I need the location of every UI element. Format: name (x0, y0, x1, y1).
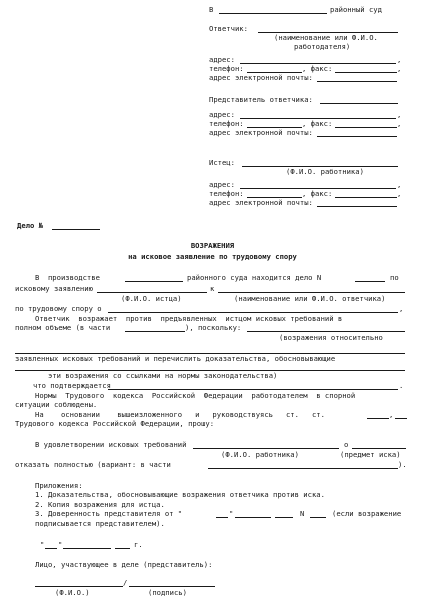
body-text: Нормы Трудового кодекса Российской Федерации работодателем в спорной (35, 391, 356, 400)
article-line-2 (395, 418, 407, 419)
attachment-item: N (300, 509, 305, 518)
party-label: Лицо, участвующее в деле (представитель): (35, 560, 213, 569)
case-no-line (355, 281, 385, 282)
body-text: Ответчик возражает против предъявленных истцом исковых требований в (35, 314, 343, 323)
hint-text: эти возражения со ссылками на нормы законодательства) (48, 371, 278, 380)
body-text: исковому заявлению (15, 284, 93, 293)
confirmation-line (108, 389, 398, 390)
slash: / (123, 578, 128, 587)
court-suffix: районный суд (330, 5, 382, 14)
comma: , (397, 110, 402, 119)
address-label: адрес: (209, 55, 235, 64)
address-label: адрес: (209, 180, 235, 189)
date-quote: " (58, 540, 63, 549)
claim-subject-line (352, 448, 406, 449)
document-title: ВОЗРАЖЕНИЯ (190, 241, 235, 250)
attachment-item: подписывается представителем). (35, 519, 165, 528)
defendant-hint-1: (наименование или Ф.И.О. (274, 33, 378, 42)
body-text: На основании вышеизложенного и руководствуясь ст. ст. (35, 410, 325, 419)
body-text: Трудового кодекса Российской Федерации, прошу: (15, 419, 215, 428)
phone-label: телефон: (209, 64, 244, 73)
body-text: к (210, 284, 215, 293)
poa-number-line (310, 517, 326, 518)
plaintiff-hint: (Ф.И.О. работника) (286, 167, 364, 176)
address-label: адрес: (209, 110, 235, 119)
dispute-subject-line (108, 312, 398, 313)
refusal-part-line (208, 468, 398, 469)
date-day-line (45, 548, 57, 549)
date-quote: " (40, 540, 45, 549)
fax-line (335, 72, 397, 73)
date-year-line (115, 548, 130, 549)
fax-line (335, 197, 397, 198)
defendant-name-line (218, 292, 405, 293)
signature-line (129, 586, 215, 587)
fio-line (35, 586, 123, 587)
article-line-1 (367, 418, 389, 419)
body-text: заявленных исковых требований и перечислить доказательства, обосновывающие (15, 354, 336, 363)
hint-text: (возражения относительно (279, 333, 383, 342)
body-text: что подтверждается (33, 381, 111, 390)
rep-label: Представитель ответчика: (209, 95, 313, 104)
body-text: ситуации соблюдены. (15, 400, 98, 409)
body-text: В производстве (35, 273, 100, 282)
body-text: отказать полностью (вариант: в части (15, 460, 171, 469)
plaintiff-label: Истец: (209, 158, 235, 167)
poa-month-line (235, 517, 271, 518)
body-text: В удовлетворении исковых требований (35, 440, 187, 449)
attachment-item: " (229, 509, 234, 518)
defendant-hint-2: работодателя) (294, 42, 351, 51)
objection-line (247, 331, 405, 332)
plaintiff-name-line (97, 292, 207, 293)
period: . (399, 381, 404, 390)
attachment-item: 1. Доказательства, обосновывающие возражения ответчика против иска. (35, 490, 325, 499)
comma: , (397, 189, 402, 198)
document-subtitle: на исковое заявление по трудовому спору (128, 252, 297, 261)
body-text: ), поскольку: (185, 323, 242, 332)
rep-line (320, 103, 398, 104)
email-label: адрес электронной почты: (209, 128, 313, 137)
worker-name-line (193, 448, 339, 449)
case-label: Дело № (17, 221, 43, 230)
comma: , (399, 304, 404, 313)
poa-year-line (275, 517, 293, 518)
attachments-title: Приложения: (35, 481, 83, 490)
comma: , (397, 180, 402, 189)
email-line (317, 81, 397, 82)
hint-text: (наименование или Ф.И.О. ответчика) (234, 294, 386, 303)
court-name-line (219, 13, 327, 14)
body-text: о (344, 440, 349, 449)
poa-day-line (216, 517, 228, 518)
fax-label: , факс: (302, 64, 333, 73)
attachment-item: (если возражение (332, 509, 402, 518)
signature-hint: (подпись) (148, 588, 187, 597)
court-prefix: В (209, 5, 214, 14)
body-text: по (390, 273, 399, 282)
attachment-item: 3. Доверенность представителя от " (35, 509, 183, 518)
fio-hint: (Ф.И.О.) (55, 588, 90, 597)
defendant-label: Ответчик: (209, 24, 248, 33)
hint-text: (Ф.И.О. истца) (121, 294, 182, 303)
hint-text: (Ф.И.О. работника) (221, 450, 299, 459)
phone-label: телефон: (209, 119, 244, 128)
date-year-suffix: г. (134, 540, 143, 549)
date-month-line (63, 548, 111, 549)
body-text: по трудовому спору о (15, 304, 102, 313)
email-line (317, 206, 397, 207)
comma: , (397, 119, 402, 128)
part-line (125, 331, 185, 332)
body-text: ). (398, 460, 407, 469)
fax-line (335, 127, 397, 128)
body-text: полном объеме (в части (15, 323, 111, 332)
email-label: адрес электронной почты: (209, 198, 313, 207)
attachment-item: 2. Копия возражения для истца. (35, 500, 165, 509)
case-number-line (52, 229, 100, 230)
body-text: районного суда находится дело N (187, 273, 322, 282)
phone-label: телефон: (209, 189, 244, 198)
district-line (125, 281, 183, 282)
email-line (317, 136, 397, 137)
comma: , (397, 55, 402, 64)
comma: , (389, 410, 394, 419)
fax-label: , факс: (302, 119, 333, 128)
hint-text: (предмет иска) (340, 450, 401, 459)
email-label: адрес электронной почты: (209, 73, 313, 82)
comma: , (397, 64, 402, 73)
fax-label: , факс: (302, 189, 333, 198)
